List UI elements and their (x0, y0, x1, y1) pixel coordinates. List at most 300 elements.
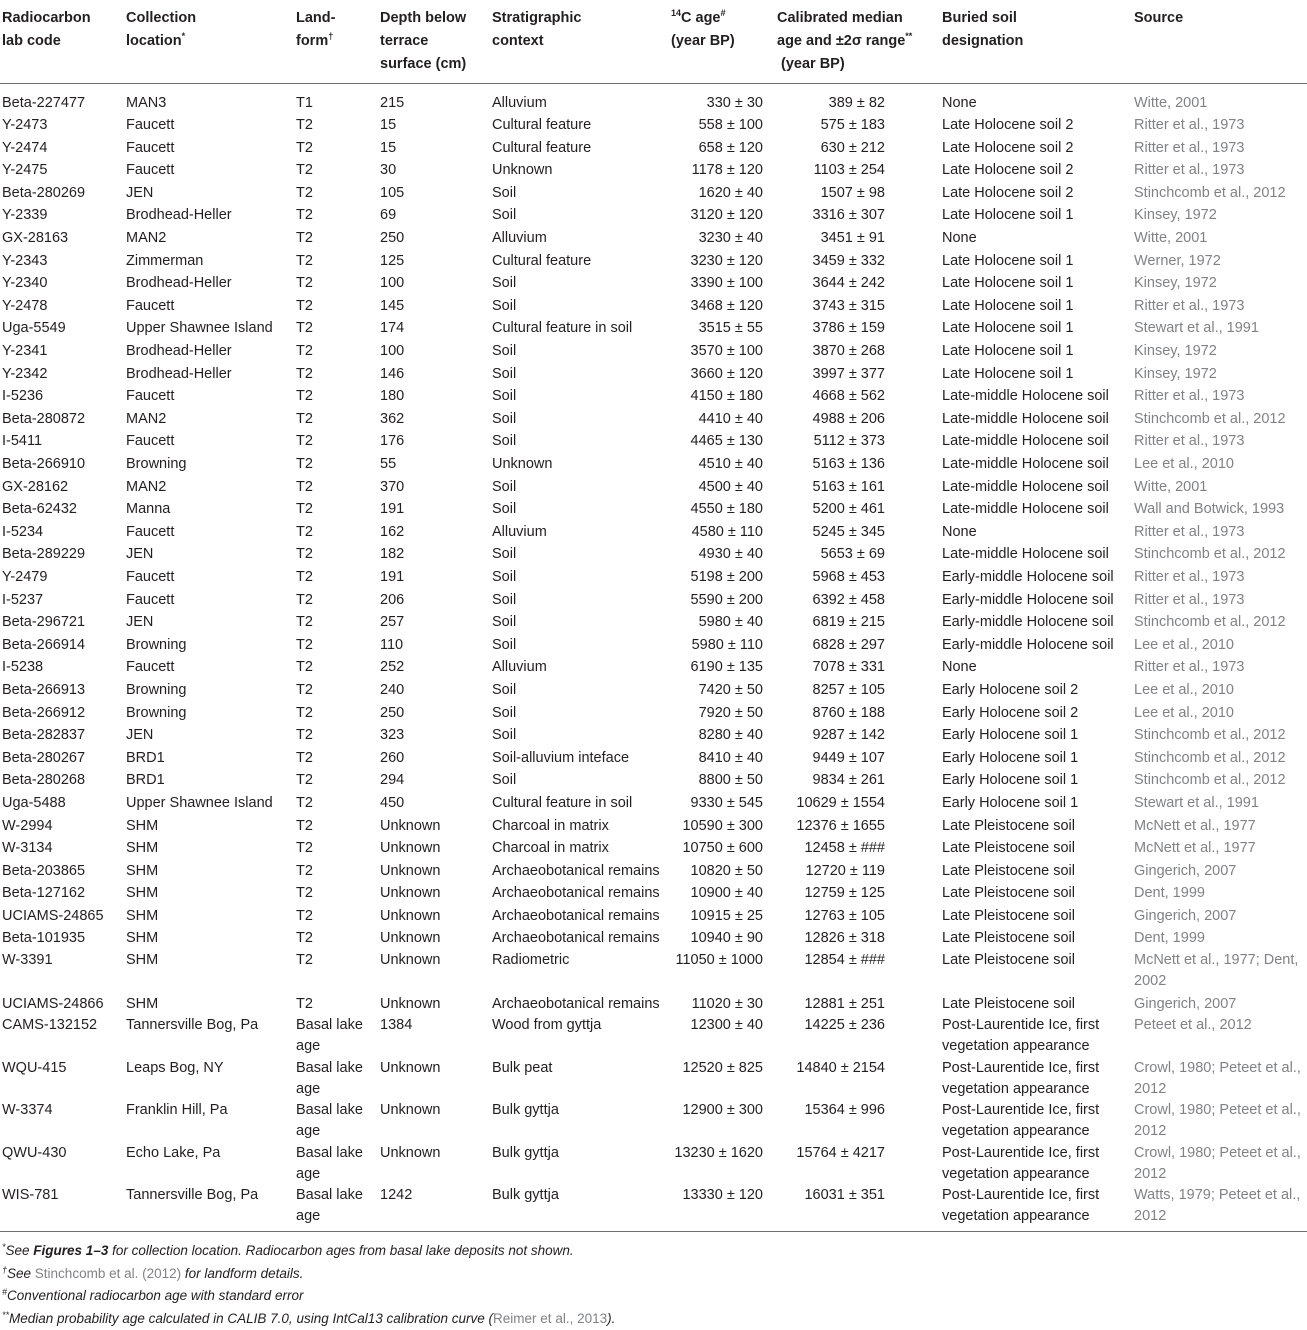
cell-depth: 450 (378, 792, 490, 815)
cell-soil-designation: Late Holocene soil 1 (940, 250, 1132, 273)
cell-source: Stinchcomb et al., 2012 (1132, 543, 1307, 566)
cell-lab-code: QWU-430 (0, 1143, 124, 1186)
cell-depth: 15 (378, 137, 490, 160)
cell-context: Bulk gyttja (490, 1100, 669, 1143)
cell-lab-code: Y-2473 (0, 114, 124, 137)
cell-lab-code: Y-2474 (0, 137, 124, 160)
cell-soil-designation: Late-middle Holocene soil (940, 543, 1132, 566)
cell-source: Watts, 1979; Peteet et al., 2012 (1132, 1185, 1307, 1232)
cell-lab-code: UCIAMS-24866 (0, 993, 124, 1016)
table-row (0, 272, 1307, 295)
cell-lab-code: Beta-266910 (0, 453, 124, 476)
cell-c14-age: 658 ± 120 (669, 137, 775, 160)
cell-landform: Basal lake age (294, 1015, 378, 1058)
cell-c14-age: 8280 ± 40 (669, 724, 775, 747)
cell-landform: T2 (294, 993, 378, 1016)
cell-soil-designation: Early Holocene soil 2 (940, 702, 1132, 725)
cell-depth: Unknown (378, 815, 490, 838)
cell-depth: 191 (378, 498, 490, 521)
cell-location: JEN (124, 182, 294, 205)
table-row (0, 250, 1307, 273)
cell-lab-code: UCIAMS-24865 (0, 905, 124, 928)
cell-context: Soil (490, 204, 669, 227)
header-collection-location: Collection location* (124, 0, 294, 83)
table-row (0, 1015, 1307, 1058)
cell-context: Soil (490, 340, 669, 363)
cell-source: Ritter et al., 1973 (1132, 656, 1307, 679)
cell-location: SHM (124, 882, 294, 905)
cell-landform: T2 (294, 882, 378, 905)
cell-location: SHM (124, 837, 294, 860)
cell-landform: Basal lake age (294, 1185, 378, 1232)
cell-calibrated-age: 14840 ± 2154 (775, 1058, 940, 1101)
cell-calibrated-age: 15764 ± 4217 (775, 1143, 940, 1186)
cell-depth: Unknown (378, 927, 490, 950)
cell-calibrated-age: 15364 ± 996 (775, 1100, 940, 1143)
cell-c14-age: 9330 ± 545 (669, 792, 775, 815)
table-row (0, 114, 1307, 137)
cell-c14-age: 7420 ± 50 (669, 679, 775, 702)
footnote-c14-age: #Conventional radiocarbon age with standard error (2, 1285, 615, 1308)
cell-depth: 180 (378, 385, 490, 408)
cell-landform: T2 (294, 724, 378, 747)
cell-context: Alluvium (490, 83, 669, 114)
cell-location: BRD1 (124, 747, 294, 770)
table-row (0, 1143, 1307, 1186)
cell-landform: T2 (294, 566, 378, 589)
table-header (0, 0, 1307, 83)
cell-calibrated-age: 8257 ± 105 (775, 679, 940, 702)
cell-c14-age: 4465 ± 130 (669, 430, 775, 453)
cell-calibrated-age: 12376 ± 1655 (775, 815, 940, 838)
table-row (0, 204, 1307, 227)
table-row (0, 543, 1307, 566)
cell-lab-code: W-3391 (0, 950, 124, 993)
cell-soil-designation: Late Pleistocene soil (940, 815, 1132, 838)
cell-landform: T2 (294, 385, 378, 408)
cell-depth: 69 (378, 204, 490, 227)
cell-source: Lee et al., 2010 (1132, 702, 1307, 725)
cell-landform: T2 (294, 227, 378, 250)
cell-source: McNett et al., 1977 (1132, 815, 1307, 838)
cell-c14-age: 12900 ± 300 (669, 1100, 775, 1143)
cell-calibrated-age: 1103 ± 254 (775, 159, 940, 182)
cell-calibrated-age: 1507 ± 98 (775, 182, 940, 205)
cell-soil-designation: Late Holocene soil 1 (940, 340, 1132, 363)
cell-c14-age: 10900 ± 40 (669, 882, 775, 905)
cell-context: Charcoal in matrix (490, 815, 669, 838)
cell-landform: T2 (294, 769, 378, 792)
cell-c14-age: 8800 ± 50 (669, 769, 775, 792)
cell-location: JEN (124, 724, 294, 747)
cell-source: Kinsey, 1972 (1132, 340, 1307, 363)
cell-lab-code: Beta-101935 (0, 927, 124, 950)
cell-landform: T2 (294, 543, 378, 566)
cell-calibrated-age: 12854 ± ### (775, 950, 940, 993)
cell-landform: T2 (294, 340, 378, 363)
cell-soil-designation: Post-Laurentide Ice, first vegetation appearance (940, 1058, 1132, 1101)
cell-landform: T2 (294, 837, 378, 860)
table-row (0, 837, 1307, 860)
cell-source: Ritter et al., 1973 (1132, 114, 1307, 137)
cell-location: Browning (124, 702, 294, 725)
cell-location: Leaps Bog, NY (124, 1058, 294, 1101)
cell-source: Witte, 2001 (1132, 83, 1307, 114)
cell-context: Soil (490, 724, 669, 747)
cell-lab-code: Beta-62432 (0, 498, 124, 521)
cell-depth: 125 (378, 250, 490, 273)
cell-landform: T2 (294, 860, 378, 883)
cell-soil-designation: Late Holocene soil 1 (940, 363, 1132, 386)
cell-soil-designation: Late-middle Holocene soil (940, 385, 1132, 408)
cell-context: Cultural feature in soil (490, 317, 669, 340)
cell-lab-code: Y-2479 (0, 566, 124, 589)
citation-link[interactable]: Stinchcomb et al. (2012) (35, 1266, 181, 1281)
table-row (0, 83, 1307, 114)
cell-lab-code: Beta-280267 (0, 747, 124, 770)
cell-landform: T2 (294, 204, 378, 227)
cell-depth: 362 (378, 408, 490, 431)
cell-calibrated-age: 12881 ± 251 (775, 993, 940, 1016)
cell-depth: 176 (378, 430, 490, 453)
cell-soil-designation: Early Holocene soil 1 (940, 747, 1132, 770)
cell-soil-designation: Early Holocene soil 1 (940, 769, 1132, 792)
cell-source: Witte, 2001 (1132, 476, 1307, 499)
cell-lab-code: Beta-289229 (0, 543, 124, 566)
cell-location: Echo Lake, Pa (124, 1143, 294, 1186)
cell-location: MAN2 (124, 227, 294, 250)
cell-location: SHM (124, 860, 294, 883)
footnote-landform: †See Stinchcomb et al. (2012) for landform details. (2, 1263, 615, 1286)
cell-landform: T1 (294, 83, 378, 114)
cell-c14-age: 4510 ± 40 (669, 453, 775, 476)
cell-context: Soil (490, 498, 669, 521)
cell-source: Ritter et al., 1973 (1132, 589, 1307, 612)
cell-soil-designation: Early-middle Holocene soil (940, 589, 1132, 612)
cell-depth: 370 (378, 476, 490, 499)
cell-landform: T2 (294, 137, 378, 160)
header-buried-soil: Buried soil designation (940, 0, 1132, 83)
cell-source: Stinchcomb et al., 2012 (1132, 611, 1307, 634)
cell-calibrated-age: 6819 ± 215 (775, 611, 940, 634)
table-row (0, 385, 1307, 408)
cell-landform: T2 (294, 159, 378, 182)
cell-source: Wall and Botwick, 1993 (1132, 498, 1307, 521)
cell-calibrated-age: 5968 ± 453 (775, 566, 940, 589)
cell-lab-code: I-5236 (0, 385, 124, 408)
cell-location: Tannersville Bog, Pa (124, 1015, 294, 1058)
cell-calibrated-age: 3459 ± 332 (775, 250, 940, 273)
cell-depth: 294 (378, 769, 490, 792)
cell-depth: 100 (378, 272, 490, 295)
cell-depth: 250 (378, 702, 490, 725)
cell-calibrated-age: 630 ± 212 (775, 137, 940, 160)
footnote-location: *See Figures 1–3 for collection location. Radiocarbon ages from basal lake deposits not shown. (2, 1240, 615, 1263)
cell-lab-code: CAMS-132152 (0, 1015, 124, 1058)
cell-depth: Unknown (378, 1058, 490, 1101)
cell-calibrated-age: 6392 ± 458 (775, 589, 940, 612)
cell-soil-designation: Late Pleistocene soil (940, 993, 1132, 1016)
cell-depth: Unknown (378, 860, 490, 883)
cell-landform: T2 (294, 950, 378, 993)
cell-source: Ritter et al., 1973 (1132, 159, 1307, 182)
table-row (0, 453, 1307, 476)
cell-c14-age: 10820 ± 50 (669, 860, 775, 883)
cell-soil-designation: None (940, 83, 1132, 114)
cell-landform: T2 (294, 476, 378, 499)
table-row (0, 340, 1307, 363)
cell-landform: T2 (294, 453, 378, 476)
cell-source: Peteet et al., 2012 (1132, 1015, 1307, 1058)
cell-location: SHM (124, 993, 294, 1016)
table-footnotes (2, 1240, 615, 1330)
cell-location: Upper Shawnee Island (124, 792, 294, 815)
cell-calibrated-age: 12826 ± 318 (775, 927, 940, 950)
cell-lab-code: WQU-415 (0, 1058, 124, 1101)
cell-landform: T2 (294, 634, 378, 657)
cell-lab-code: Beta-280268 (0, 769, 124, 792)
cell-soil-designation: Post-Laurentide Ice, first vegetation appearance (940, 1185, 1132, 1232)
cell-landform: T2 (294, 611, 378, 634)
cell-landform: T2 (294, 521, 378, 544)
figure-reference[interactable]: Figures 1–3 (33, 1243, 108, 1258)
cell-lab-code: I-5237 (0, 589, 124, 612)
cell-source: McNett et al., 1977 (1132, 837, 1307, 860)
cell-landform: T2 (294, 656, 378, 679)
cell-context: Archaeobotanical remains (490, 860, 669, 883)
cell-location: Faucett (124, 114, 294, 137)
cell-soil-designation: Early Holocene soil 1 (940, 792, 1132, 815)
cell-soil-designation: Late Pleistocene soil (940, 927, 1132, 950)
cell-calibrated-age: 12720 ± 119 (775, 860, 940, 883)
cell-c14-age: 3468 ± 120 (669, 295, 775, 318)
cell-lab-code: Beta-282837 (0, 724, 124, 747)
cell-depth: 240 (378, 679, 490, 702)
table-row (0, 769, 1307, 792)
table-row (0, 882, 1307, 905)
cell-lab-code: Beta-280872 (0, 408, 124, 431)
cell-context: Soil (490, 679, 669, 702)
cell-soil-designation: Late Holocene soil 2 (940, 114, 1132, 137)
cell-context: Alluvium (490, 521, 669, 544)
table-row (0, 634, 1307, 657)
cell-context: Unknown (490, 159, 669, 182)
cell-c14-age: 10915 ± 25 (669, 905, 775, 928)
cell-source: Lee et al., 2010 (1132, 634, 1307, 657)
cell-soil-designation: Late Holocene soil 2 (940, 137, 1132, 160)
table-row (0, 993, 1307, 1016)
cell-calibrated-age: 3644 ± 242 (775, 272, 940, 295)
cell-c14-age: 5980 ± 110 (669, 634, 775, 657)
cell-landform: T2 (294, 430, 378, 453)
cell-depth: Unknown (378, 837, 490, 860)
cell-location: JEN (124, 543, 294, 566)
cell-landform: T2 (294, 679, 378, 702)
cell-depth: 215 (378, 83, 490, 114)
cell-location: MAN3 (124, 83, 294, 114)
cell-depth: 260 (378, 747, 490, 770)
cell-context: Soil (490, 272, 669, 295)
cell-landform: Basal lake age (294, 1100, 378, 1143)
header-lab-code: Radiocarbon lab code (0, 0, 124, 83)
citation-link[interactable]: Reimer et al., 2013 (493, 1311, 607, 1326)
cell-location: Faucett (124, 430, 294, 453)
cell-lab-code: Y-2342 (0, 363, 124, 386)
cell-location: SHM (124, 815, 294, 838)
cell-lab-code: Beta-296721 (0, 611, 124, 634)
table-row (0, 1185, 1307, 1232)
cell-soil-designation: None (940, 656, 1132, 679)
cell-landform: T2 (294, 295, 378, 318)
cell-source: Werner, 1972 (1132, 250, 1307, 273)
cell-source: Ritter et al., 1973 (1132, 521, 1307, 544)
table-row (0, 476, 1307, 499)
cell-lab-code: Uga-5549 (0, 317, 124, 340)
cell-source: Ritter et al., 1973 (1132, 137, 1307, 160)
cell-calibrated-age: 389 ± 82 (775, 83, 940, 114)
cell-source: Gingerich, 2007 (1132, 860, 1307, 883)
cell-lab-code: Beta-280269 (0, 182, 124, 205)
table-row (0, 363, 1307, 386)
cell-location: Tannersville Bog, Pa (124, 1185, 294, 1232)
cell-soil-designation: Early-middle Holocene soil (940, 611, 1132, 634)
cell-landform: T2 (294, 815, 378, 838)
cell-context: Archaeobotanical remains (490, 882, 669, 905)
cell-c14-age: 3570 ± 100 (669, 340, 775, 363)
cell-c14-age: 5980 ± 40 (669, 611, 775, 634)
cell-landform: T2 (294, 905, 378, 928)
cell-c14-age: 558 ± 100 (669, 114, 775, 137)
cell-source: Stinchcomb et al., 2012 (1132, 182, 1307, 205)
cell-location: Browning (124, 634, 294, 657)
header-depth: Depth below terrace surface (cm) (378, 0, 490, 83)
cell-calibrated-age: 4668 ± 562 (775, 385, 940, 408)
table-row (0, 815, 1307, 838)
cell-lab-code: I-5234 (0, 521, 124, 544)
cell-c14-age: 1620 ± 40 (669, 182, 775, 205)
cell-calibrated-age: 3743 ± 315 (775, 295, 940, 318)
cell-c14-age: 3230 ± 120 (669, 250, 775, 273)
cell-context: Soil (490, 566, 669, 589)
cell-soil-designation: Late Holocene soil 1 (940, 272, 1132, 295)
table-row (0, 927, 1307, 950)
cell-soil-designation: Late Pleistocene soil (940, 860, 1132, 883)
table-row (0, 589, 1307, 612)
cell-source: Stinchcomb et al., 2012 (1132, 769, 1307, 792)
table-row (0, 656, 1307, 679)
cell-context: Soil (490, 295, 669, 318)
cell-c14-age: 1178 ± 120 (669, 159, 775, 182)
cell-c14-age: 3230 ± 40 (669, 227, 775, 250)
cell-depth: 250 (378, 227, 490, 250)
cell-location: Faucett (124, 137, 294, 160)
cell-soil-designation: Post-Laurentide Ice, first vegetation appearance (940, 1100, 1132, 1143)
table-row (0, 227, 1307, 250)
cell-depth: 162 (378, 521, 490, 544)
cell-lab-code: I-5411 (0, 430, 124, 453)
cell-source: Ritter et al., 1973 (1132, 430, 1307, 453)
cell-location: Brodhead-Heller (124, 272, 294, 295)
cell-calibrated-age: 5163 ± 136 (775, 453, 940, 476)
cell-lab-code: Uga-5488 (0, 792, 124, 815)
cell-location: BRD1 (124, 769, 294, 792)
cell-soil-designation: Early Holocene soil 2 (940, 679, 1132, 702)
cell-landform: Basal lake age (294, 1143, 378, 1186)
cell-landform: T2 (294, 792, 378, 815)
cell-landform: T2 (294, 702, 378, 725)
cell-source: Ritter et al., 1973 (1132, 295, 1307, 318)
cell-source: Gingerich, 2007 (1132, 993, 1307, 1016)
cell-location: Zimmerman (124, 250, 294, 273)
cell-depth: Unknown (378, 905, 490, 928)
cell-source: Crowl, 1980; Peteet et al., 2012 (1132, 1143, 1307, 1186)
cell-depth: 100 (378, 340, 490, 363)
cell-location: Faucett (124, 385, 294, 408)
cell-location: Faucett (124, 656, 294, 679)
cell-source: McNett et al., 1977; Dent, 2002 (1132, 950, 1307, 993)
cell-source: Ritter et al., 1973 (1132, 385, 1307, 408)
cell-calibrated-age: 3786 ± 159 (775, 317, 940, 340)
cell-location: SHM (124, 927, 294, 950)
cell-depth: 30 (378, 159, 490, 182)
cell-lab-code: Y-2343 (0, 250, 124, 273)
cell-source: Stewart et al., 1991 (1132, 792, 1307, 815)
cell-context: Soil (490, 476, 669, 499)
cell-lab-code: Beta-266912 (0, 702, 124, 725)
table-row (0, 430, 1307, 453)
cell-context: Cultural feature in soil (490, 792, 669, 815)
cell-depth: 174 (378, 317, 490, 340)
cell-c14-age: 4500 ± 40 (669, 476, 775, 499)
cell-lab-code: Y-2341 (0, 340, 124, 363)
cell-source: Lee et al., 2010 (1132, 453, 1307, 476)
cell-context: Alluvium (490, 656, 669, 679)
cell-c14-age: 7920 ± 50 (669, 702, 775, 725)
cell-context: Cultural feature (490, 137, 669, 160)
cell-c14-age: 11050 ± 1000 (669, 950, 775, 993)
cell-landform: T2 (294, 272, 378, 295)
cell-depth: 55 (378, 453, 490, 476)
cell-c14-age: 4580 ± 110 (669, 521, 775, 544)
table-row (0, 792, 1307, 815)
cell-calibrated-age: 3997 ± 377 (775, 363, 940, 386)
cell-landform: T2 (294, 182, 378, 205)
cell-location: SHM (124, 950, 294, 993)
header-stratigraphic-context: Stratigraphic context (490, 0, 669, 83)
cell-soil-designation: Late-middle Holocene soil (940, 430, 1132, 453)
cell-soil-designation: Post-Laurentide Ice, first vegetation appearance (940, 1143, 1132, 1186)
cell-location: Faucett (124, 295, 294, 318)
cell-lab-code: Beta-203865 (0, 860, 124, 883)
cell-context: Cultural feature (490, 114, 669, 137)
cell-location: Faucett (124, 589, 294, 612)
cell-calibrated-age: 14225 ± 236 (775, 1015, 940, 1058)
cell-context: Soil-alluvium inteface (490, 747, 669, 770)
cell-lab-code: Y-2339 (0, 204, 124, 227)
cell-location: MAN2 (124, 408, 294, 431)
cell-calibrated-age: 9449 ± 107 (775, 747, 940, 770)
cell-c14-age: 3390 ± 100 (669, 272, 775, 295)
cell-context: Soil (490, 430, 669, 453)
cell-context: Bulk gyttja (490, 1185, 669, 1232)
cell-soil-designation: Late Holocene soil 2 (940, 159, 1132, 182)
cell-context: Soil (490, 385, 669, 408)
cell-context: Charcoal in matrix (490, 837, 669, 860)
table-row (0, 295, 1307, 318)
header-landform: Land- form† (294, 0, 378, 83)
cell-location: MAN2 (124, 476, 294, 499)
cell-location: Faucett (124, 159, 294, 182)
